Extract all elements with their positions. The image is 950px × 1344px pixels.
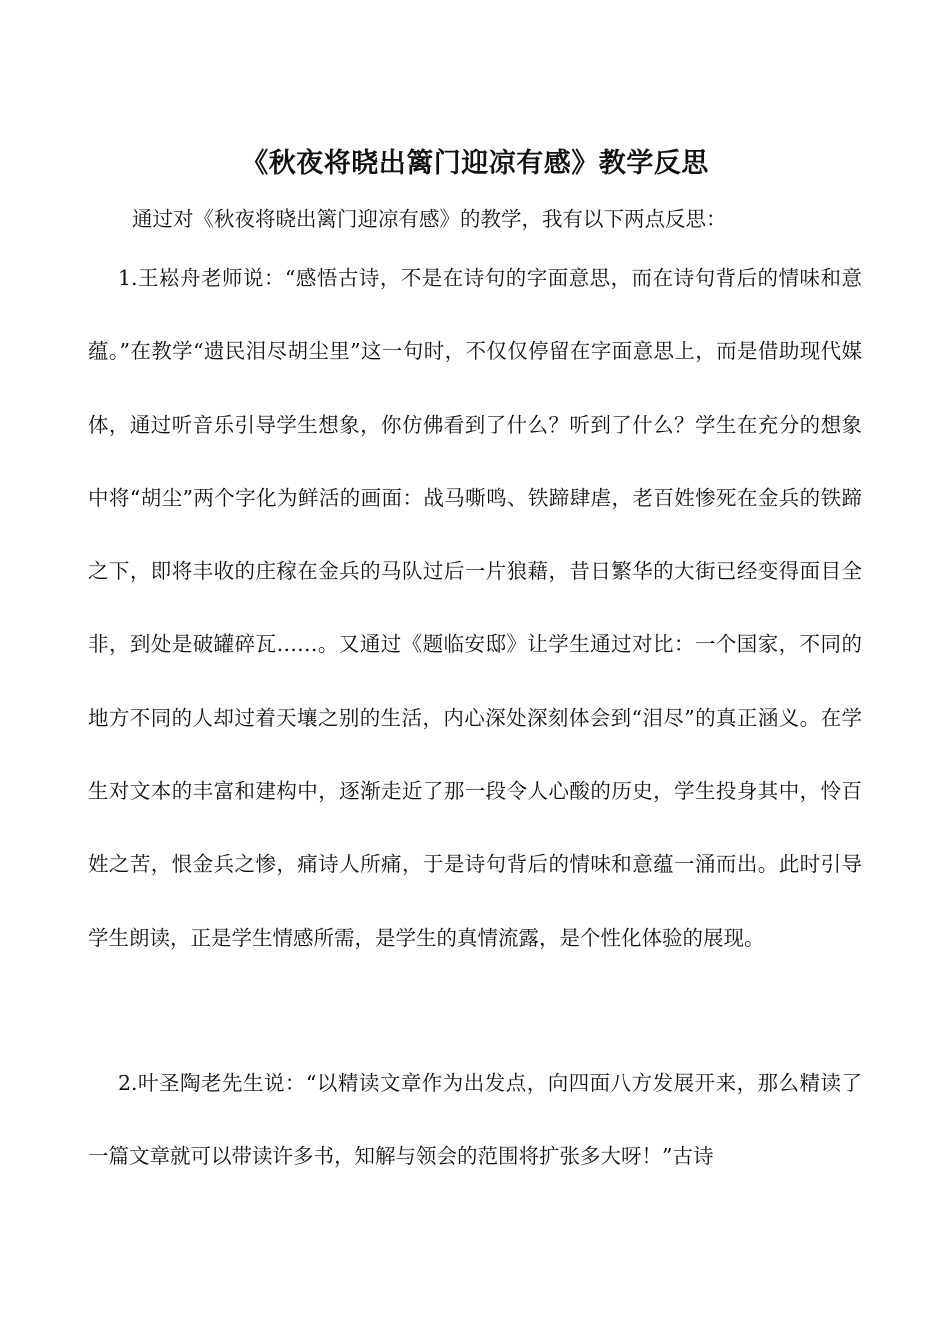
document-title: 《秋夜将晓出篱门迎凉有感》教学反思: [241, 148, 709, 179]
reflection-paragraph-2: 2.叶圣陶老先生说：“以精读文章作为出发点，向四面八方发展开来，那么精读了一篇文章就可以带读许多书，知解与领会的范围将扩张多大呀！”古诗: [88, 1071, 862, 1169]
intro-paragraph: 通过对《秋夜将晓出篱门迎凉有感》的教学，我有以下两点反思：: [132, 207, 727, 231]
reflection-paragraph-1: 1.王崧舟老师说：“感悟古诗，不是在诗句的字面意思，而在诗句背后的情味和意蕴。”在教学“遗民泪尽胡尘里”这一句时，不仅仅停留在字面意思上，而是借助现代媒体，通过听音乐引导学生想象，你仿佛看到了什么？听到了什么？学生在充分的想象中将“胡尘”两个字化为鲜活的画面：战马嘶鸣、铁蹄肆虐，老百姓惨死在金兵的铁蹄之下，即将丰收的庄稼在金兵的马队过后一片狼藉，昔日繁华的大街已经变得面目全非，到处是破罐碎瓦……。又通过《题临安邸》让学生通过对比：一个国家，不同的地方不同的人却过着天壤之别的生活，内心深处深刻体会到“泪尽”的真正涵义。在学生对文本的丰富和建构中，逐渐走近了那一段令人心酸的历史，学生投身其中，怜百姓之苦，恨金兵之惨，痛诗人所痛，于是诗句背后的情味和意蕴一涌而出。此时引导学生朗读，正是学生情感所需，是学生的真情流露，是个性化体验的展现。: [88, 266, 862, 950]
